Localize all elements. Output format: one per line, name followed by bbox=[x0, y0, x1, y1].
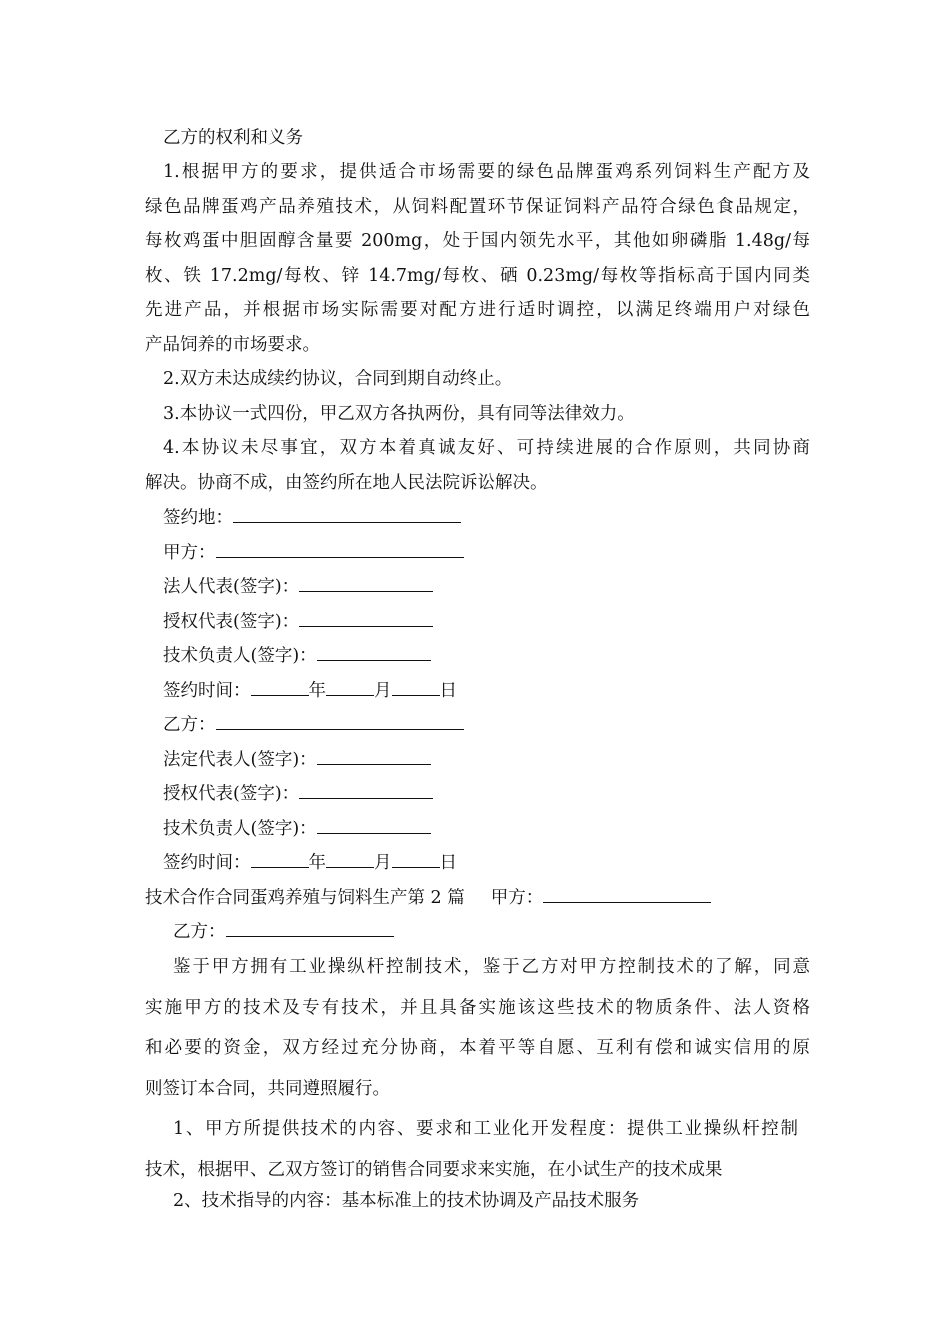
party-a-label: 甲方： bbox=[163, 543, 216, 563]
sign-place-label: 签约地： bbox=[163, 508, 233, 528]
tech-lead-a-label: 技术负责人(签字)： bbox=[163, 646, 317, 666]
section-heading: 乙方的权利和义务 bbox=[163, 128, 303, 148]
item1-line3: 每枚鸡蛋中胆固醇含量要 200mg，处于国内领先水平，其他如卵磷脂 1.48g/每 bbox=[145, 231, 810, 251]
item1-line5: 先进产品，并根据市场实际需要对配方进行适时调控，以满足终端用户对绿色 bbox=[145, 300, 810, 320]
sign-time-a-row bbox=[163, 678, 828, 703]
legal-rep-b-row bbox=[163, 747, 828, 772]
year-b-blank[interactable] bbox=[251, 850, 309, 868]
item1-line6: 产品饲养的市场要求。 bbox=[145, 335, 320, 355]
year-a-label: 年 bbox=[308, 681, 326, 701]
auth-rep-b-label: 授权代表(签字)： bbox=[163, 784, 300, 804]
tech-lead-b-label: 技术负责人(签字)： bbox=[163, 819, 317, 839]
auth-rep-a-label: 授权代表(签字)： bbox=[163, 612, 300, 632]
party-b-blank[interactable] bbox=[216, 712, 464, 730]
clause1-line1: 1、甲方所提供技术的内容、要求和工业化开发程度：提供工业操纵杆控制 bbox=[173, 1119, 798, 1139]
day-a-blank[interactable] bbox=[392, 678, 440, 696]
party-b-row bbox=[163, 712, 828, 737]
legal-rep-label: 法人代表(签字)： bbox=[163, 577, 300, 597]
section2-title: 技术合作合同蛋鸡养殖与饲料生产第 2 篇 bbox=[145, 888, 465, 908]
item1-line4: 枚、铁 17.2mg/每枚、锌 14.7mg/每枚、硒 0.23mg/每枚等指标高于国内同类 bbox=[145, 266, 810, 286]
item4-line1: 4.本协议未尽事宜，双方本着真诚友好、可持续进展的合作原则，共同协商 bbox=[163, 438, 810, 458]
section2-party-a-blank[interactable] bbox=[543, 885, 711, 903]
month-a-label: 月 bbox=[374, 681, 392, 701]
auth-rep-b-row bbox=[163, 781, 828, 806]
item1-line1: 1.根据甲方的要求，提供适合市场需要的绿色品牌蛋鸡系列饲料生产配方及 bbox=[163, 162, 810, 182]
item3: 3.本协议一式四份，甲乙双方各执两份，具有同等法律效力。 bbox=[163, 404, 635, 424]
legal-rep-row bbox=[163, 574, 828, 599]
clause1-line2: 技术，根据甲、乙双方签订的销售合同要求来实施，在小试生产的技术成果 bbox=[145, 1160, 723, 1180]
day-b-label: 日 bbox=[439, 853, 457, 873]
auth-rep-b-blank[interactable] bbox=[299, 781, 433, 799]
sign-place-row bbox=[163, 505, 828, 530]
party-b-label: 乙方： bbox=[163, 715, 216, 735]
section2-party-b-row bbox=[173, 919, 838, 944]
section2-party-b-label: 乙方： bbox=[173, 922, 226, 942]
year-b-label: 年 bbox=[308, 853, 326, 873]
clause2: 2、技术指导的内容：基本标准上的技术协调及产品技术服务 bbox=[173, 1191, 640, 1211]
legal-rep-b-blank[interactable] bbox=[317, 747, 431, 765]
intro-line1: 鉴于甲方拥有工业操纵杆控制技术，鉴于乙方对甲方控制技术的了解，同意 bbox=[173, 957, 810, 977]
section2-party-b-blank[interactable] bbox=[226, 919, 394, 937]
auth-rep-a-row bbox=[163, 609, 828, 634]
day-a-label: 日 bbox=[439, 681, 457, 701]
tech-lead-b-row bbox=[163, 816, 828, 841]
intro-line2: 实施甲方的技术及专有技术，并且具备实施该这些技术的物质条件、法人资格 bbox=[145, 998, 810, 1018]
intro-line4: 则签订本合同，共同遵照履行。 bbox=[145, 1079, 390, 1099]
year-a-blank[interactable] bbox=[251, 678, 309, 696]
section2-party-a-label: 甲方： bbox=[490, 888, 544, 908]
party-a-blank[interactable] bbox=[216, 540, 464, 558]
item2: 2.双方未达成续约协议，合同到期自动终止。 bbox=[163, 369, 513, 389]
tech-lead-a-blank[interactable] bbox=[317, 643, 431, 661]
sign-time-b-row bbox=[163, 850, 828, 875]
auth-rep-a-blank[interactable] bbox=[299, 609, 433, 627]
party-a-row bbox=[163, 540, 828, 565]
legal-rep-blank[interactable] bbox=[299, 574, 433, 592]
sign-time-a-label: 签约时间： bbox=[163, 681, 251, 701]
legal-rep-b-label: 法定代表人(签字)： bbox=[163, 750, 317, 770]
intro-line3: 和必要的资金，双方经过充分协商，本着平等自愿、互利有偿和诚实信用的原 bbox=[145, 1038, 810, 1058]
section2-title-row bbox=[145, 885, 810, 910]
day-b-blank[interactable] bbox=[392, 850, 440, 868]
tech-lead-a-row bbox=[163, 643, 828, 668]
month-b-blank[interactable] bbox=[326, 850, 374, 868]
tech-lead-b-blank[interactable] bbox=[317, 816, 431, 834]
month-b-label: 月 bbox=[374, 853, 392, 873]
sign-place-blank[interactable] bbox=[233, 505, 461, 523]
item1-line2: 绿色品牌蛋鸡产品养殖技术，从饲料配置环节保证饲料产品符合绿色食品规定， bbox=[145, 197, 810, 217]
sign-time-b-label: 签约时间： bbox=[163, 853, 251, 873]
item4-line2: 解决。协商不成，由签约所在地人民法院诉讼解决。 bbox=[145, 473, 548, 493]
month-a-blank[interactable] bbox=[326, 678, 374, 696]
